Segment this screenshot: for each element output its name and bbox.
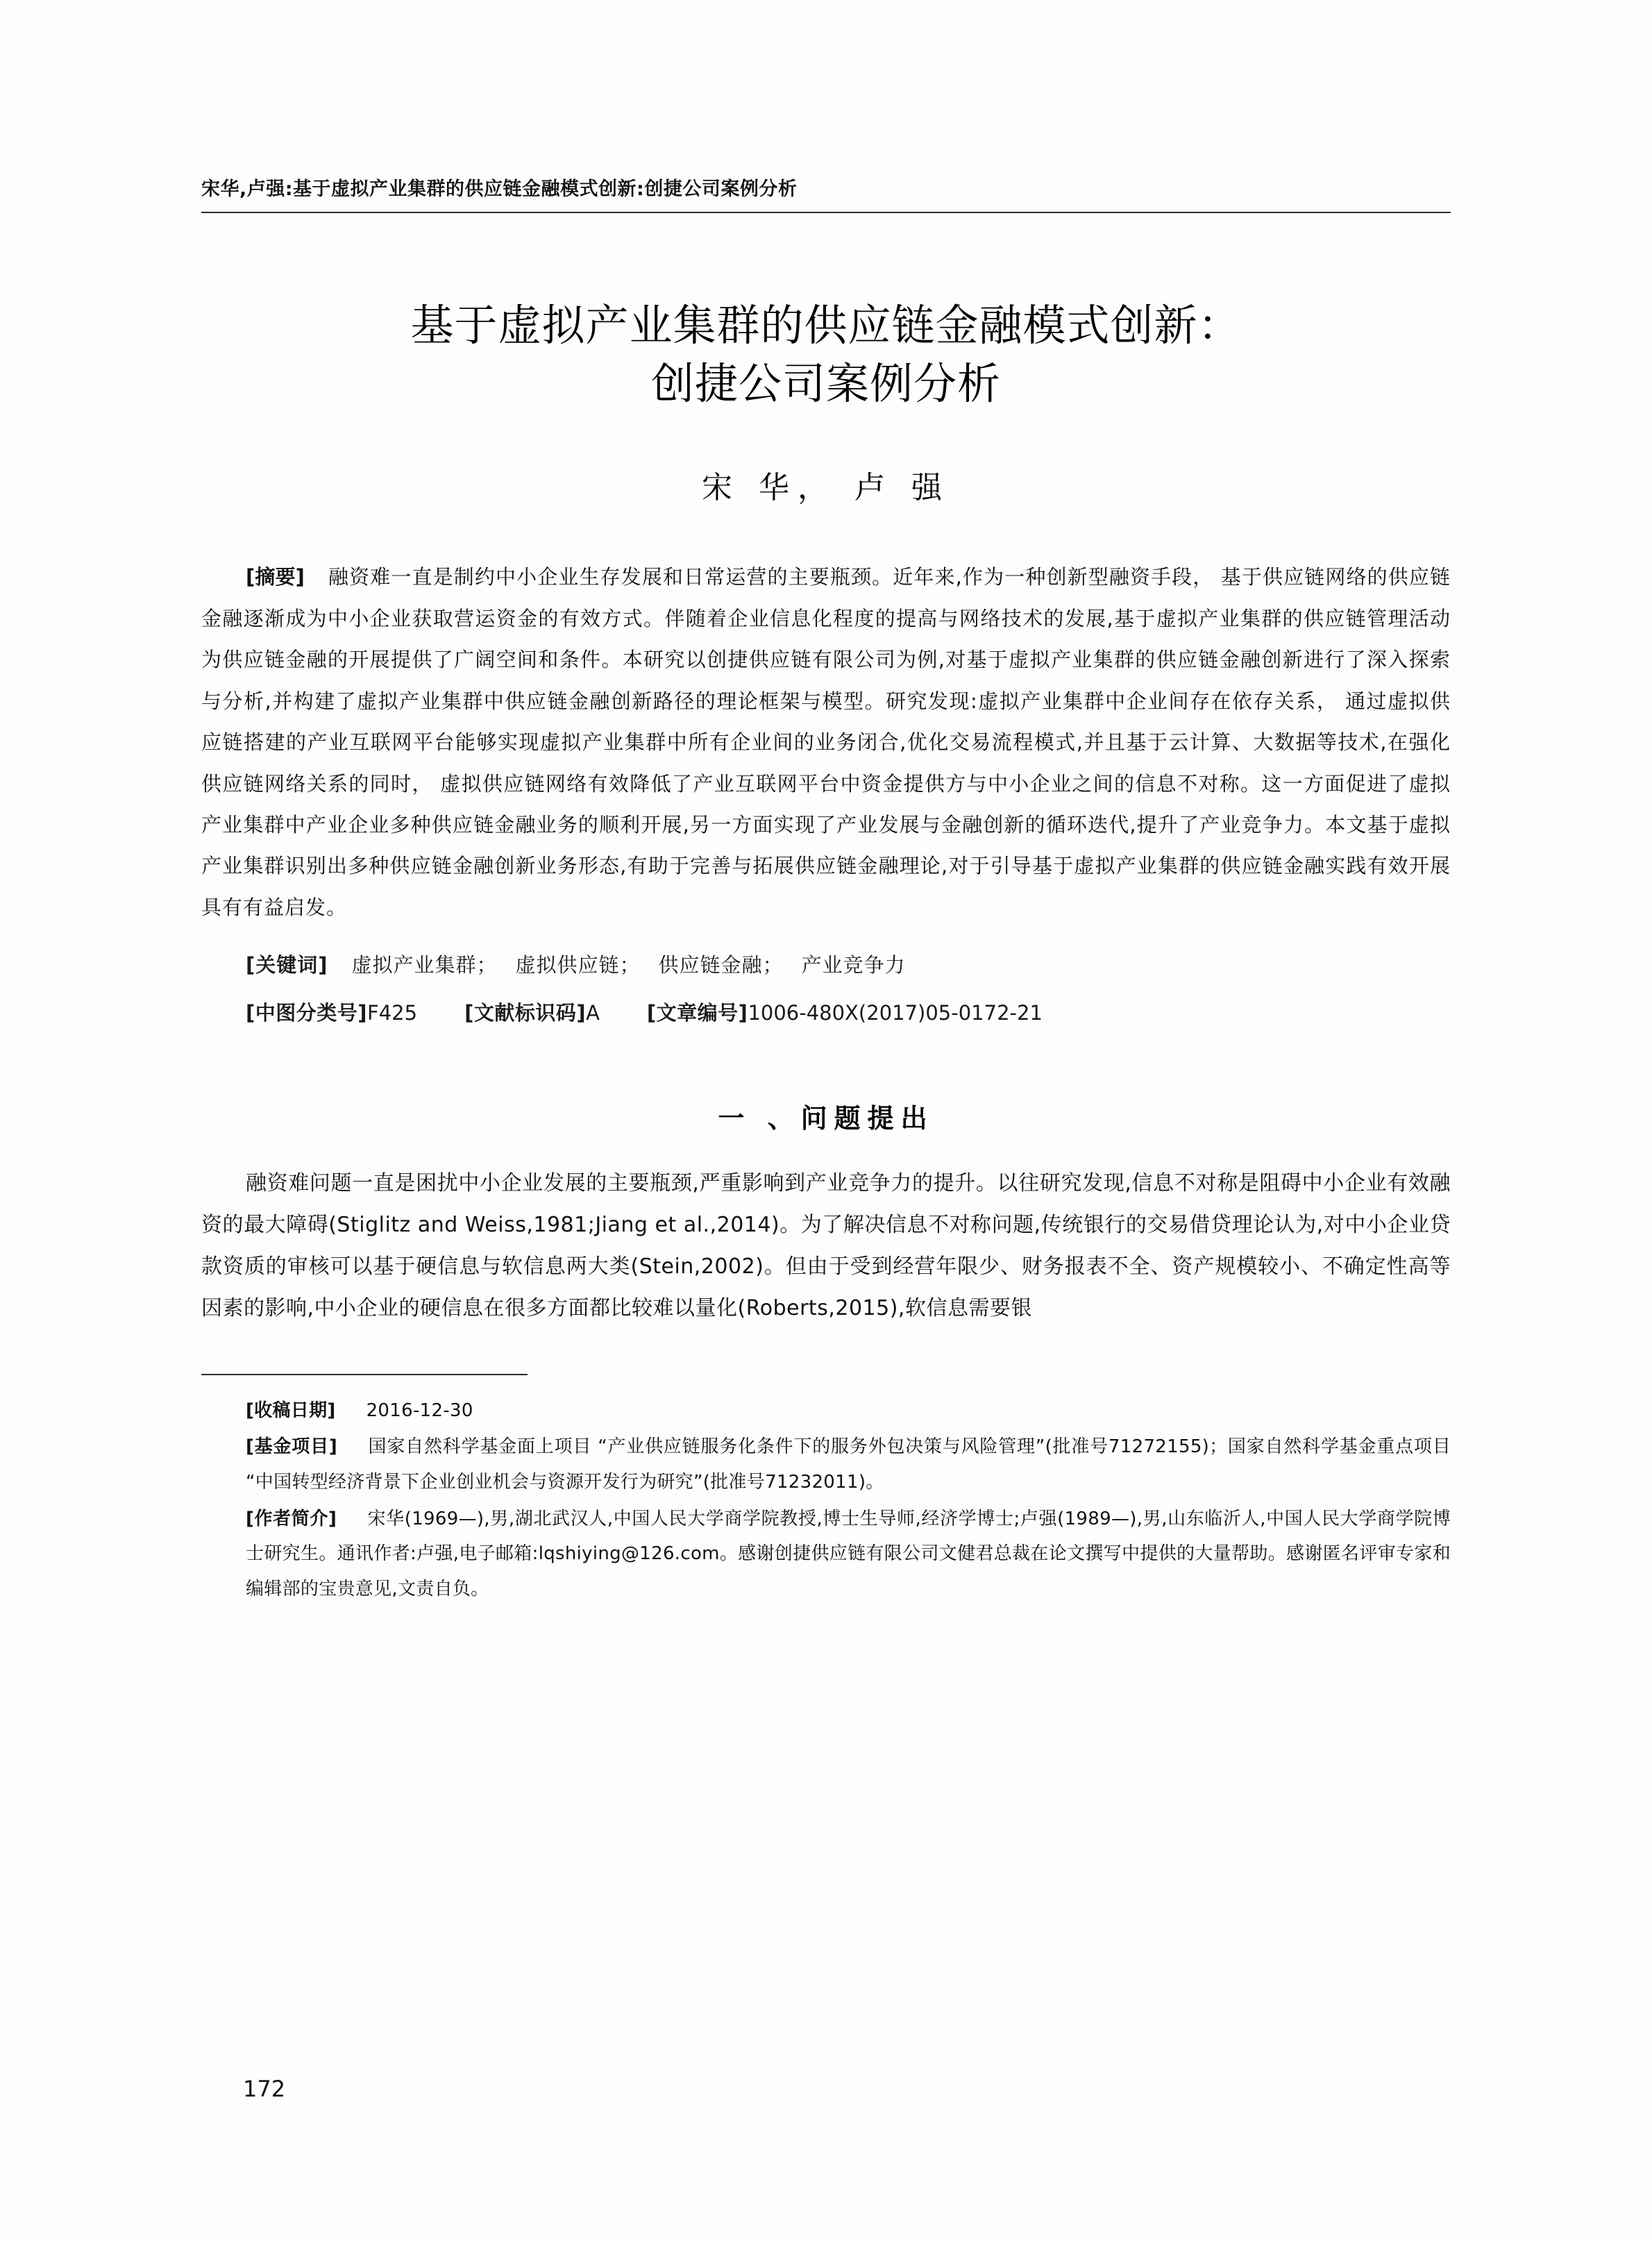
- keyword-item: 供应链金融；: [658, 953, 784, 977]
- footnote-label: [收稿日期]: [246, 1400, 336, 1421]
- title-line-1: 基于虚拟产业集群的供应链金融模式创新：: [410, 300, 1242, 351]
- article-id-value: 1006-480X(2017)05-0172-21: [748, 1001, 1043, 1025]
- footnote-rule: [201, 1374, 528, 1375]
- abstract-block: [201, 557, 1451, 928]
- abstract-label: [摘要]: [246, 565, 305, 589]
- page-title: [201, 296, 1451, 412]
- classification-block: [201, 994, 1451, 1032]
- footnote-author-bio: [201, 1502, 1451, 1607]
- footnote-received-date: [201, 1393, 1451, 1429]
- keyword-item: 虚拟产业集群；: [351, 953, 498, 977]
- footnotes-block: [201, 1393, 1451, 1607]
- footnote-text: 国家自然科学基金面上项目 “产业供应链服务化条件下的服务外包决策与风险管理”(批准号71272155)；国家自然科学基金重点项目 “中国转型经济背景下企业创业机会与资源开发行为研究”(批准号71232011)。: [246, 1436, 1451, 1493]
- title-line-2: 创捷公司案例分析: [650, 358, 1001, 409]
- keyword-item: 产业竞争力: [801, 953, 906, 977]
- section-heading: 一 、问题提出: [718, 1102, 934, 1134]
- article-id-label: [文章编号]: [646, 1001, 748, 1025]
- page-content: [201, 0, 1451, 1608]
- keywords-label: [关键词]: [246, 953, 328, 977]
- clc-label: [中图分类号]: [246, 1001, 368, 1025]
- footnote-label: [作者简介]: [246, 1508, 337, 1529]
- section-paragraph: 融资难问题一直是困扰中小企业发展的主要瓶颈,严重影响到产业竞争力的提升。以往研究发现,信息不对称是阻碍中小企业有效融资的最大障碍(Stiglitz and Weiss,1981;Jiang et al.,2014)。为了解决信息不对称问题,传统银行的交易借贷理论认为,对中小企业贷款资质的审核可以基于硬信息与软信息两大类(Stein,2002)。但由于受到经营年限少、财务报表不全、资产规模较小、不确定性高等因素的影响,中小企业的硬信息在很多方面都比较难以量化(Roberts,2015),软信息需要银: [201, 1170, 1451, 1320]
- running-head: 宋华,卢强:基于虚拟产业集群的供应链金融模式创新:创捷公司案例分析: [201, 178, 798, 200]
- author-list: 宋 华， 卢 强: [702, 470, 950, 506]
- footnote-label: [基金项目]: [246, 1436, 338, 1458]
- page-number: 172: [243, 2076, 286, 2102]
- abstract-paragraph: [201, 557, 1451, 928]
- doc-code-label: [文献标识码]: [464, 1001, 587, 1025]
- running-head-rule: [201, 212, 1451, 213]
- keywords-block: [201, 946, 1451, 984]
- footnote-funding: [201, 1429, 1451, 1499]
- footnote-text: 2016-12-30: [366, 1400, 473, 1421]
- clc-value: F425: [367, 1001, 418, 1025]
- doc-code-value: A: [586, 1001, 600, 1025]
- keyword-item: 虚拟供应链；: [515, 953, 641, 977]
- abstract-text: 融资难一直是制约中小企业生存发展和日常运营的主要瓶颈。近年来,作为一种创新型融资手段， 基于供应链网络的供应链金融逐渐成为中小企业获取营运资金的有效方式。伴随着企业信息化程度的提高与网络技术的发展,基于虚拟产业集群的供应链管理活动为供应链金融的开展提供了广阔空间和条件。本研究以创捷供应链有限公司为例,对基于虚拟产业集群的供应链金融创新进行了深入探索与分析,并构建了虚拟产业集群中供应链金融创新路径的理论框架与模型。研究发现:虚拟产业集群中企业间存在依存关系， 通过虚拟供应链搭建的产业互联网平台能够实现虚拟产业集群中所有企业间的业务闭合,优化交易流程模式,并且基于云计算、大数据等技术,在强化供应链网络关系的同时， 虚拟供应链网络有效降低了产业互联网平台中资金提供方与中小企业之间的信息不对称。这一方面促进了虚拟产业集群中产业企业多种供应链金融业务的顺利开展,另一方面实现了产业发展与金融创新的循环迭代,提升了产业竞争力。本文基于虚拟产业集群识别出多种供应链金融创新业务形态,有助于完善与拓展供应链金融理论,对于引导基于虚拟产业集群的供应链金融实践有效开展具有有益启发。: [201, 565, 1451, 919]
- footnote-text: 宋华(1969—),男,湖北武汉人,中国人民大学商学院教授,博士生导师,经济学博士;卢强(1989—),男,山东临沂人,中国人民大学商学院博士研究生。通讯作者:卢强,电子邮箱:lqshiying@126.com。感谢创捷供应链有限公司文健君总裁在论文撰写中提供的大量帮助。感谢匿名评审专家和编辑部的宝贵意见,文责自负。: [246, 1508, 1451, 1599]
